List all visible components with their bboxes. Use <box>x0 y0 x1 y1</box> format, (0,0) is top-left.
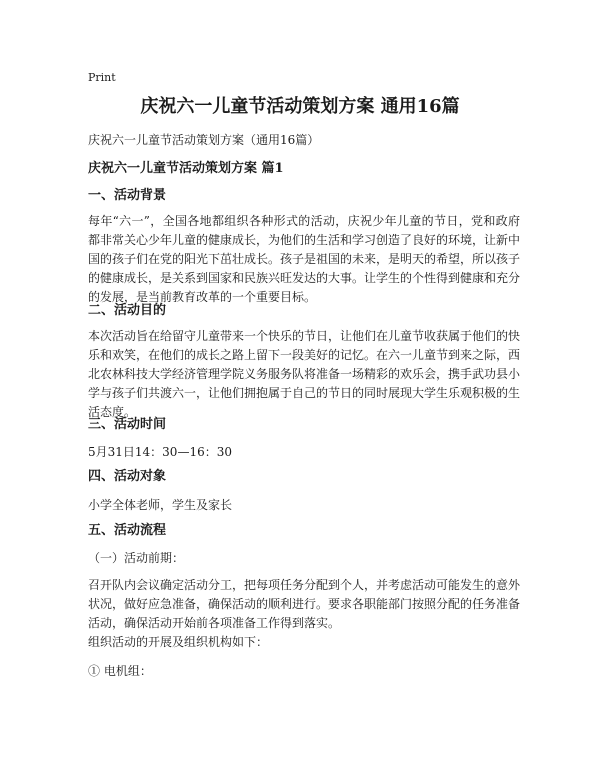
section-text-time: 5月31日14：30—16：30 <box>88 445 232 459</box>
article-heading: 庆祝六一儿童节活动策划方案 篇1 <box>88 161 284 176</box>
process-org-intro: 组织活动的开展及组织机构如下： <box>88 635 269 649</box>
section-heading-process: 五、活动流程 <box>88 523 167 538</box>
section-text-target: 小学全体老师，学生及家长 <box>88 498 233 512</box>
document-subtitle: 庆祝六一儿童节活动策划方案（通用16篇） <box>88 133 320 147</box>
process-stage-1-text: 召开队内会议确定活动分工，把每项任务分配到个人，并考虑活动可能发生的意外状况，做好应急准备，确保活动的顺利进行。要求各职能部门按照分配的任务准备活动，确保活动开始前各项准备工作得到落实。 <box>88 578 521 630</box>
print-link[interactable]: Print <box>88 71 116 84</box>
page-title: 庆祝六一儿童节活动策划方案 通用16篇 <box>140 96 460 117</box>
section-heading-target: 四、活动对象 <box>88 469 167 484</box>
section-text-purpose: 本次活动旨在给留守儿童带来一个快乐的节日，让他们在儿童节收获属于他们的快乐和欢笑，在他们的成长之路上留下一段美好的记忆。在六一儿童节到来之际，西北农林科技大学经济管理学院义务服务队将准备一场精彩的欢乐会，携手武功县小学与孩子们共渡六一，让他们拥抱属于自己的节日的同时展现大学生乐观积极的生活态度。 <box>88 329 521 419</box>
process-item-1: ① 电机组： <box>88 664 152 678</box>
section-heading-background: 一、活动背景 <box>88 188 167 203</box>
section-text-background: 每年“六一”，全国各地都组织各种形式的活动，庆祝少年儿童的节日，党和政府都非常关心少年儿童的健康成长，为他们的生活和学习创造了良好的环境，让新中国的孩子们在党的阳光下茁壮成长。孩子是祖国的未来，是明天的希望，所以孩子的健康成长，是关系到国家和民族兴旺发达的大事。让学生的个性得到健康和充分的发展，是当前教育改革的一个重要目标。 <box>88 214 521 304</box>
process-stage-1: （一）活动前期： <box>88 551 185 565</box>
section-heading-time: 三、活动时间 <box>88 417 167 432</box>
section-heading-purpose: 二、活动目的 <box>88 303 167 318</box>
